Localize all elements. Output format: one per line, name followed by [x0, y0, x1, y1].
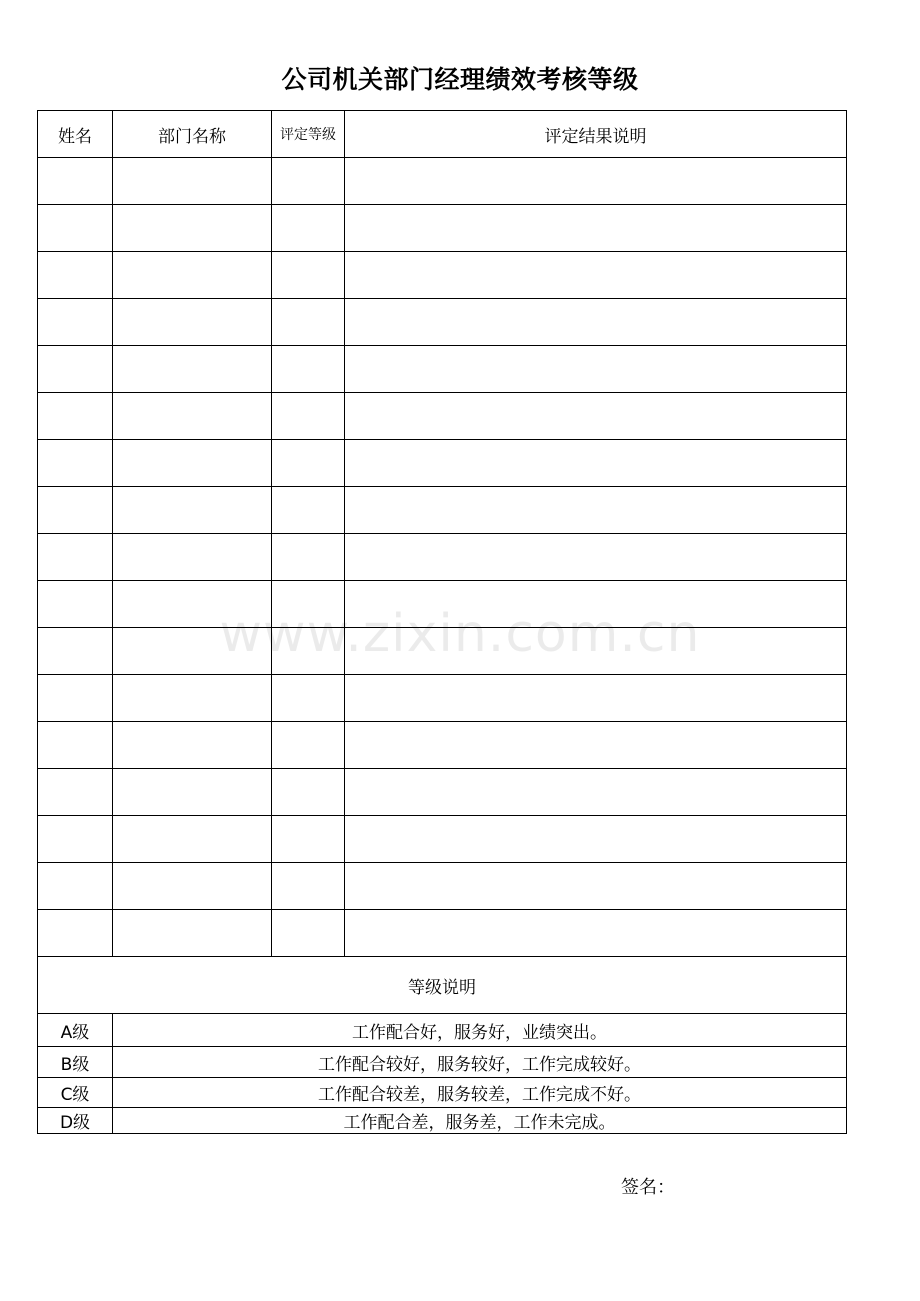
department-cell[interactable]: [113, 440, 272, 487]
table-row: [38, 346, 847, 393]
legend-row: [38, 1078, 847, 1108]
table-row: [38, 675, 847, 722]
remarks-cell[interactable]: [345, 158, 847, 205]
table-row: [38, 440, 847, 487]
legend-title-row: [38, 957, 847, 1014]
table-row: [38, 910, 847, 957]
name-cell[interactable]: [38, 346, 113, 393]
remarks-cell[interactable]: [345, 628, 847, 675]
department-cell[interactable]: [113, 769, 272, 816]
legend-description: 工作配合较好，服务较好，工作完成较好。: [113, 1047, 847, 1078]
name-cell[interactable]: [38, 158, 113, 205]
table-row: [38, 252, 847, 299]
signature-label: 签名：: [621, 1177, 675, 1198]
watermark-text: www.zixin.com.cn: [219, 604, 701, 664]
name-cell[interactable]: [38, 252, 113, 299]
remarks-cell[interactable]: [345, 393, 847, 440]
name-cell[interactable]: [38, 910, 113, 957]
remarks-cell[interactable]: [345, 816, 847, 863]
name-cell[interactable]: [38, 863, 113, 910]
grade-cell[interactable]: [272, 393, 345, 440]
table-row: [38, 299, 847, 346]
remarks-cell[interactable]: [345, 581, 847, 628]
grade-cell[interactable]: [272, 769, 345, 816]
remarks-cell[interactable]: [345, 863, 847, 910]
header-row: [38, 111, 847, 158]
remarks-cell[interactable]: [345, 769, 847, 816]
remarks-cell[interactable]: [345, 910, 847, 957]
grade-cell[interactable]: [272, 910, 345, 957]
legend-grade: A级: [38, 1014, 113, 1047]
name-cell[interactable]: [38, 628, 113, 675]
legend-grade: C级: [38, 1078, 113, 1108]
remarks-cell[interactable]: [345, 675, 847, 722]
name-cell[interactable]: [38, 816, 113, 863]
table-row: [38, 205, 847, 252]
department-cell[interactable]: [113, 722, 272, 769]
department-cell[interactable]: [113, 205, 272, 252]
remarks-cell[interactable]: [345, 205, 847, 252]
grade-cell[interactable]: [272, 252, 345, 299]
legend-grade: D级: [38, 1108, 113, 1134]
grade-cell[interactable]: [272, 816, 345, 863]
grade-cell[interactable]: [272, 581, 345, 628]
table-row: [38, 722, 847, 769]
grade-cell[interactable]: [272, 299, 345, 346]
department-cell[interactable]: [113, 158, 272, 205]
table-row: [38, 816, 847, 863]
name-cell[interactable]: [38, 487, 113, 534]
department-cell[interactable]: [113, 581, 272, 628]
remarks-cell[interactable]: [345, 722, 847, 769]
remarks-cell[interactable]: [345, 534, 847, 581]
remarks-cell[interactable]: [345, 440, 847, 487]
name-cell[interactable]: [38, 581, 113, 628]
column-header-name: 姓名: [38, 111, 113, 158]
grade-cell[interactable]: [272, 158, 345, 205]
page-title: 公司机关部门经理绩效考核等级: [281, 65, 639, 94]
column-header-grade: 评定等级: [272, 111, 345, 158]
name-cell[interactable]: [38, 440, 113, 487]
grade-cell[interactable]: [272, 675, 345, 722]
department-cell[interactable]: [113, 534, 272, 581]
department-cell[interactable]: [113, 252, 272, 299]
grade-cell[interactable]: [272, 346, 345, 393]
table-row: [38, 487, 847, 534]
grade-cell[interactable]: [272, 628, 345, 675]
table-row: [38, 534, 847, 581]
legend-row: [38, 1047, 847, 1078]
department-cell[interactable]: [113, 393, 272, 440]
remarks-cell[interactable]: [345, 346, 847, 393]
department-cell[interactable]: [113, 863, 272, 910]
remarks-cell[interactable]: [345, 299, 847, 346]
grade-cell[interactable]: [272, 205, 345, 252]
department-cell[interactable]: [113, 910, 272, 957]
grade-cell[interactable]: [272, 440, 345, 487]
legend-title: 等级说明: [38, 957, 847, 1014]
department-cell[interactable]: [113, 675, 272, 722]
department-cell[interactable]: [113, 299, 272, 346]
department-cell[interactable]: [113, 346, 272, 393]
remarks-cell[interactable]: [345, 252, 847, 299]
table-row: [38, 581, 847, 628]
grade-cell[interactable]: [272, 722, 345, 769]
table-row: [38, 863, 847, 910]
legend-row: [38, 1108, 847, 1134]
name-cell[interactable]: [38, 534, 113, 581]
table-row: [38, 628, 847, 675]
name-cell[interactable]: [38, 675, 113, 722]
name-cell[interactable]: [38, 769, 113, 816]
department-cell[interactable]: [113, 487, 272, 534]
name-cell[interactable]: [38, 299, 113, 346]
grade-cell[interactable]: [272, 487, 345, 534]
name-cell[interactable]: [38, 722, 113, 769]
grade-cell[interactable]: [272, 534, 345, 581]
table-row: [38, 158, 847, 205]
legend-description: 工作配合好，服务好，业绩突出。: [113, 1014, 847, 1047]
name-cell[interactable]: [38, 205, 113, 252]
legend-description: 工作配合较差，服务较差，工作完成不好。: [113, 1078, 847, 1108]
department-cell[interactable]: [113, 628, 272, 675]
legend-row: [38, 1014, 847, 1047]
legend-grade: B级: [38, 1047, 113, 1078]
legend-description: 工作配合差，服务差，工作未完成。: [113, 1108, 847, 1134]
table-row: [38, 393, 847, 440]
column-header-department: 部门名称: [113, 111, 272, 158]
column-header-remarks: 评定结果说明: [345, 111, 847, 158]
table-row: [38, 769, 847, 816]
department-cell[interactable]: [113, 816, 272, 863]
grade-cell[interactable]: [272, 863, 345, 910]
evaluation-table: [37, 110, 847, 1134]
remarks-cell[interactable]: [345, 487, 847, 534]
name-cell[interactable]: [38, 393, 113, 440]
